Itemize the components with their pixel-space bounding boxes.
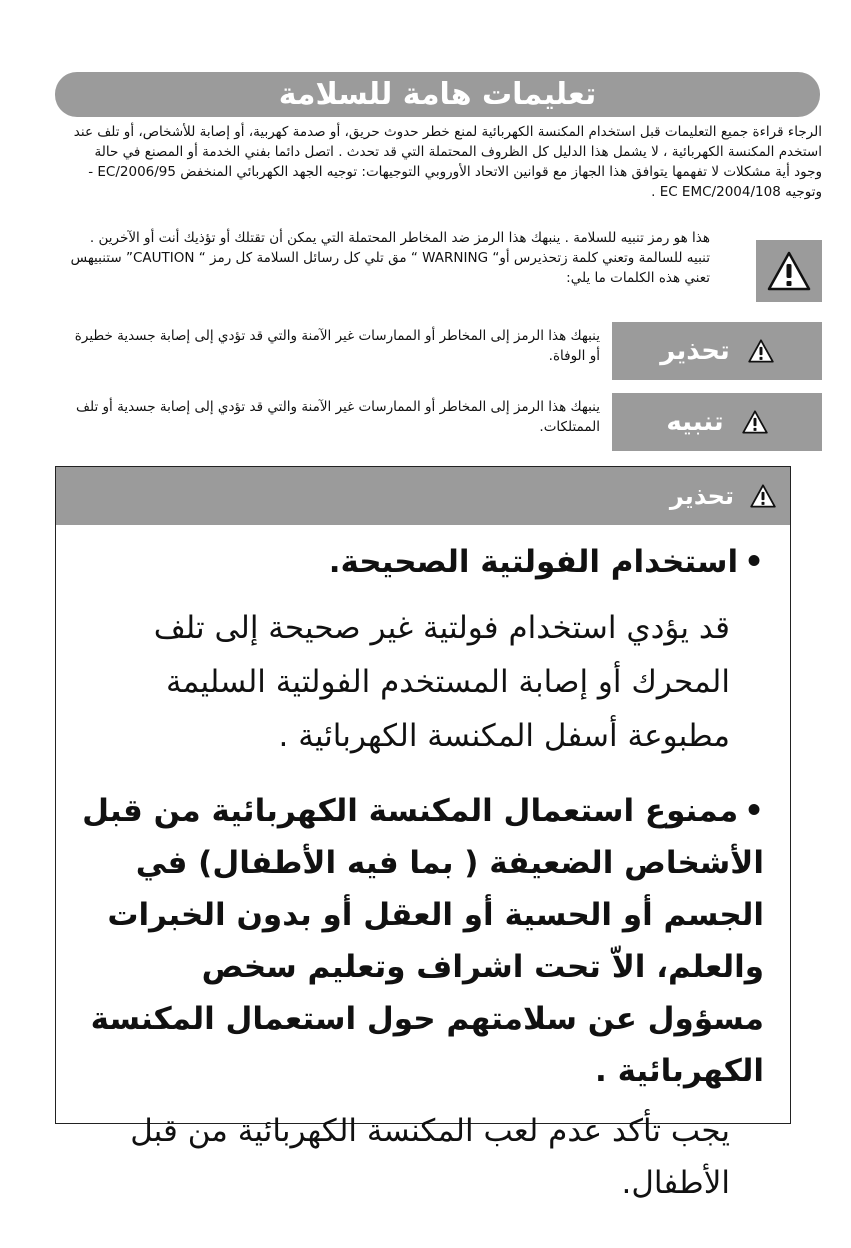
caution-signal-row: [70, 393, 822, 451]
warning-signal-text: ينبهك هذا الرمز إلى المخاطر أو الممارسات غير الآمنة والتي قد تؤدي إلى إصابة جسدية خطيرة أو الوفاة.: [74, 328, 600, 364]
bullet-prohibited: [78, 785, 764, 1097]
warning-triangle-icon: [750, 484, 776, 508]
warning-frame-body: [56, 525, 790, 1209]
warning-frame-label: تحذير: [669, 482, 734, 510]
warning-signal-box: [612, 322, 822, 380]
bullet-prohibited-text: ممنوع استعمال المكنسة الكهربائية من قبل الأشخاص الضعيفة ( بما فيه الأطفال) في الجسم أو الحسية أو العقل أو بدون الخبرات والعلم، الاّ تحت اشراف وتعليم سخص مسؤول عن سلامتهم حول استعمال المكنسة الكهربائية .: [82, 793, 764, 1089]
caution-signal-box: [612, 393, 822, 451]
bullet-dot-icon: •: [744, 793, 764, 829]
caution-signal-text: ينبهك هذا الرمز إلى المخاطر أو الممارسات غير الآمنة والتي قد تؤدي إلى إصابة جسدية أو تلف الممتلكات.: [76, 399, 600, 435]
safety-symbol-box: [756, 240, 822, 302]
page-title: تعليمات هامة للسلامة: [278, 77, 597, 112]
warning-frame: [55, 466, 791, 1201]
bullet-dot-icon: •: [744, 544, 764, 580]
voltage-paragraph: قد يؤدي استخدام فولتية غير صحيحة إلى تلف المحرك أو إصابة المستخدم الفولتية السليمة مطبوعة أسفل المكنسة الكهربائية .: [153, 610, 730, 754]
warning-signal-label: تحذير: [660, 336, 730, 366]
safety-symbol-row: [70, 228, 822, 310]
bullet-voltage-title: استخدام الفولتية الصحيحة.: [328, 544, 739, 580]
warning-signal-row: [70, 322, 822, 380]
warning-frame-header: [56, 467, 790, 525]
safety-symbol-text: هذا هو رمز تنبيه للسلامة . ينبهك هذا الرمز ضد المخاطر المحتملة التي يمكن أن تقتلك أو تؤذيك أنت أو الآخرين . تنبيه للسالمة وتعني كلمة زتحذيرس أو“ WARNING “ مق تلي كل رسائل السلامة كل رمز “ CAUTION” ستنبيهس تعني هذه الكلمات ما يلي:: [70, 230, 710, 286]
bullet-voltage: [78, 539, 764, 585]
children-paragraph: يجب تأكد عدم لعب المكنسة الكهربائية من قبل الأطفال.: [130, 1113, 730, 1201]
warning-triangle-icon: [742, 410, 768, 434]
caution-signal-label: تنبيه: [666, 407, 724, 437]
warning-triangle-icon: [748, 339, 774, 363]
warning-triangle-icon: [767, 251, 811, 291]
intro-paragraph: الرجاء قراءة جميع التعليمات قبل استخدام المكنسة الكهربائية لمنع خطر حدوث حريق، أو صدمة كهربية، أو إصابة للأشخاص، أو تلف عند استخدم المكنسة الكهربائية ، لا يشمل هذا الدليل كل الظروف المحتملة التي قد تحدث . اتصل دائما بفني الخدمة أو المصنع في حالة وجود أية مشكلات لا تفهمها يتوافق هذا الجهاز مع قوانين الاتحاد الأوروبي التوجيهات: توجيه الجهد الكهربائي المنخفض 2006/95/EC - وتوجيه 2004/108/EC EMC .: [73, 124, 822, 200]
page-title-banner: [55, 72, 820, 117]
